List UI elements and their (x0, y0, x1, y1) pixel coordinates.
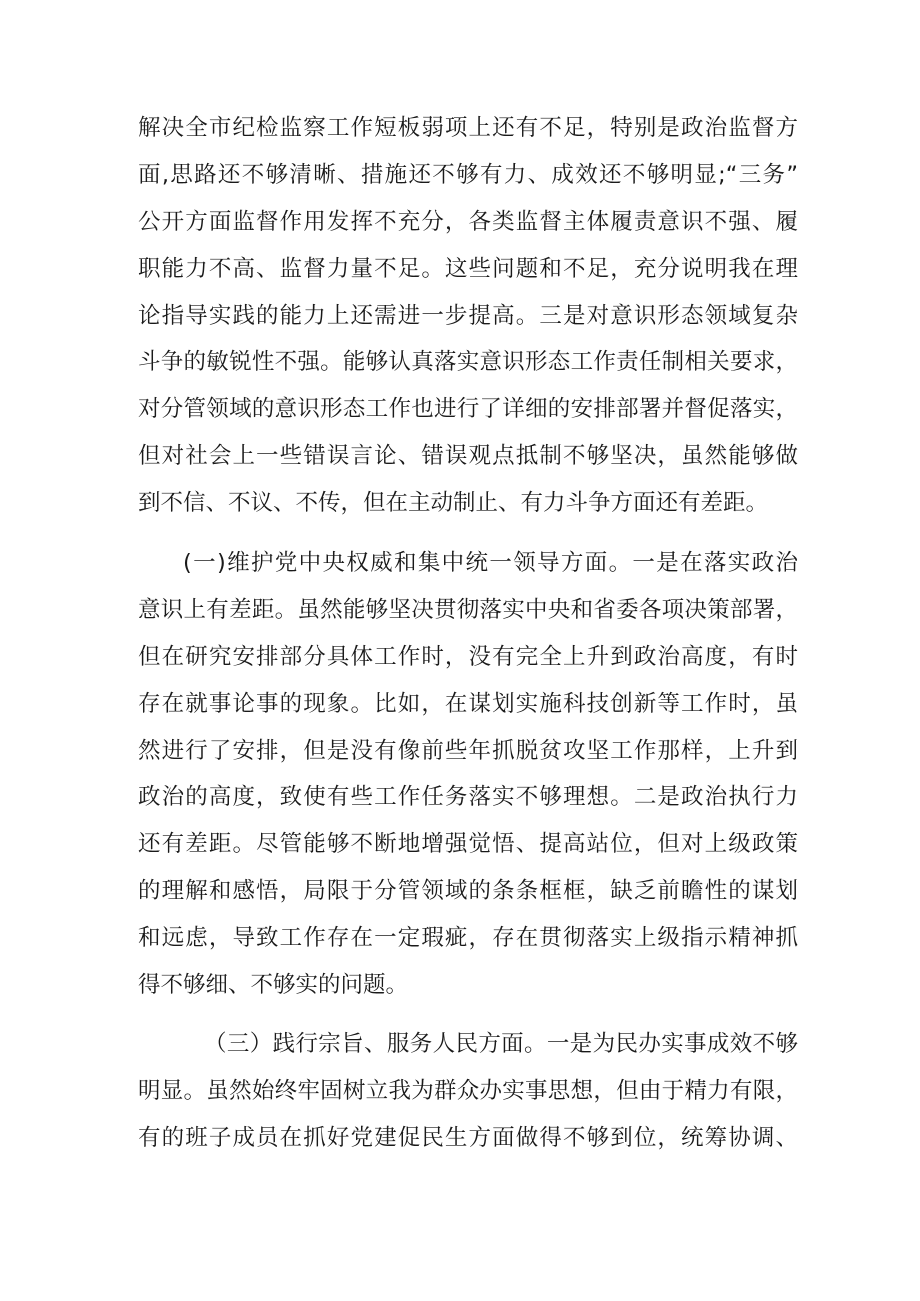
paragraph-serve-people (138, 1021, 798, 1162)
text-line: 意识上有差距。虽然能够坚决贯彻落实中央和省委各项决策部署， (138, 596, 798, 623)
text-line: 但在研究安排部分具体工作时，没有完全上升到政治高度，有时 (138, 643, 798, 670)
text-line: 还有差距。尽管能够不断地增强觉悟、提高站位，但对上级政策 (138, 831, 798, 858)
text-line: 得不够细、不够实的问题。 (138, 972, 409, 999)
text-line: 的理解和感悟，局限于分管领域的条条框框，缺乏前瞻性的谋划 (138, 878, 798, 905)
text-line: 然进行了安排，但是没有像前些年抓脱贫攻坚工作那样，上升到 (138, 737, 798, 764)
text-line: 面,思路还不够清晰、措施还不够有力、成效还不够明显;“三务” (138, 161, 798, 188)
text-line: 但对社会上一些错误言论、错误观点抵制不够坚决，虽然能够做 (138, 443, 798, 470)
text-line: （三）践行宗旨、服务人民方面。一是为民办实事成效不够 (204, 1031, 798, 1057)
text-line: 解决全市纪检监察工作短板弱项上还有不足，特别是政治监督方 (138, 115, 798, 141)
text-line: 存在就事论事的现象。比如，在谋划实施科技创新等工作时，虽 (138, 690, 798, 717)
text-line: 公开方面监督作用发挥不充分，各类监督主体履责意识不强、履 (138, 208, 798, 235)
text-line: 政治的高度，致使有些工作任务落实不够理想。二是政治执行力 (138, 784, 798, 811)
text-line: 和远虑，导致工作存在一定瑕疵，存在贯彻落实上级指示精神抓 (138, 925, 798, 952)
text-line: 斗争的敏锐性不强。能够认真落实意识形态工作责任制相关要求， (138, 349, 798, 376)
text-line: 明显。虽然始终牢固树立我为群众办实事思想，但由于精力有限， (138, 1077, 798, 1104)
text-line: 到不信、不议、不传，但在主动制止、有力斗争方面还有差距。 (138, 490, 769, 517)
text-line: 论指导实践的能力上还需进一步提高。三是对意识形态领域复杂 (138, 302, 798, 329)
paragraph-political-leadership (138, 540, 798, 1009)
text-line: 有的班子成员在抓好党建促民生方面做得不够到位，统筹协调、 (138, 1124, 798, 1151)
text-line: (一)维护党中央权威和集中统一领导方面。一是在落实政治 (183, 550, 798, 576)
text-line: 对分管领域的意识形态工作也进行了详细的安排部署并督促落实， (138, 396, 798, 423)
text-line: 职能力不高、监督力量不足。这些问题和不足，充分说明我在理 (138, 255, 798, 282)
paragraph-continuation (138, 105, 798, 527)
